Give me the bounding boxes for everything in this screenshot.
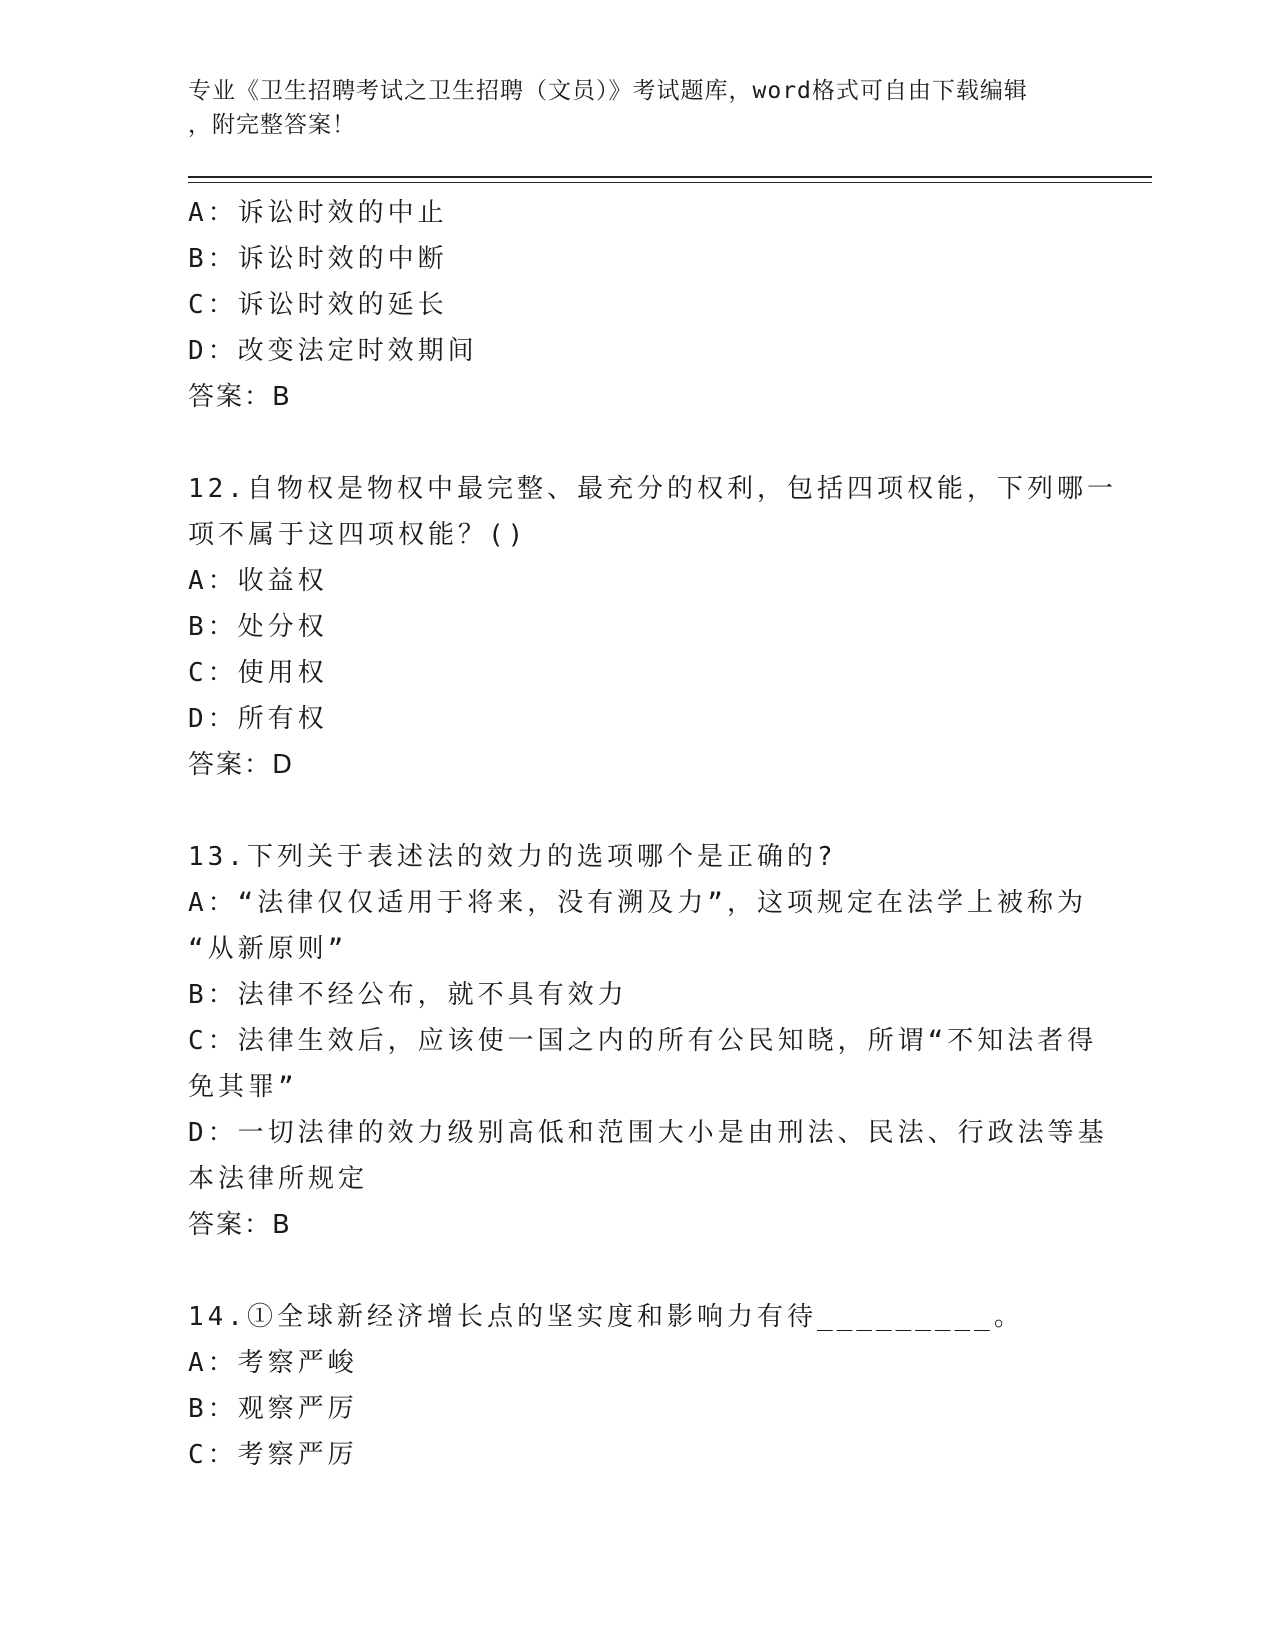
q13-option-a-line-2: “从新原则” xyxy=(188,934,348,964)
spacer xyxy=(188,1248,1088,1294)
header-line-2: ，附完整答案！ xyxy=(188,112,356,138)
header-divider xyxy=(188,176,1152,178)
q11-option-a: A：诉讼时效的中止 xyxy=(188,198,448,228)
q11-option-b: B：诉讼时效的中断 xyxy=(188,244,448,274)
q12-option-c: C：使用权 xyxy=(188,658,328,688)
question-12 xyxy=(188,466,1117,788)
q12-stem-line-1: 12.自物权是物权中最完整、最充分的权利，包括四项权能，下列哪一 xyxy=(188,474,1117,504)
q12-answer: 答案：D xyxy=(188,750,295,780)
q13-option-b: B：法律不经公布，就不具有效力 xyxy=(188,980,628,1010)
question-14 xyxy=(188,1294,1088,1478)
q11-option-d: D：改变法定时效期间 xyxy=(188,336,478,366)
question-list xyxy=(188,190,1117,1478)
q12-stem-line-2: 项不属于这四项权能？() xyxy=(188,520,528,550)
q14-option-a: A：考察严峻 xyxy=(188,1348,358,1378)
q13-option-d-line-1: D：一切法律的效力级别高低和范围大小是由刑法、民法、行政法等基 xyxy=(188,1118,1108,1148)
q12-option-a: A：收益权 xyxy=(188,566,328,596)
q13-option-a-line-1: A：“法律仅仅适用于将来，没有溯及力”，这项规定在法学上被称为 xyxy=(188,888,1087,918)
spacer xyxy=(188,420,1088,466)
q13-answer: 答案：B xyxy=(188,1210,292,1240)
q13-stem: 13.下列关于表述法的效力的选项哪个是正确的? xyxy=(188,842,837,872)
header-divider-thin xyxy=(188,182,1152,183)
document-header xyxy=(188,74,1088,142)
question-13 xyxy=(188,834,1108,1248)
spacer xyxy=(188,788,1088,834)
q11-answer: 答案：B xyxy=(188,382,292,412)
q14-stem: 14.①全球新经济增长点的坚实度和影响力有待_________。 xyxy=(188,1302,1024,1332)
q12-option-d: D：所有权 xyxy=(188,704,328,734)
q12-option-b: B：处分权 xyxy=(188,612,328,642)
header-line-1: 专业《卫生招聘考试之卫生招聘（文员）》考试题库，word格式可自由下载编辑 xyxy=(188,78,1028,104)
q14-option-b: B：观察严厉 xyxy=(188,1394,358,1424)
q13-option-d-line-2: 本法律所规定 xyxy=(188,1164,369,1194)
q13-option-c-line-1: C：法律生效后，应该使一国之内的所有公民知晓，所谓“不知法者得 xyxy=(188,1026,1098,1056)
question-11-options xyxy=(188,190,1088,420)
q14-option-c: C：考察严厉 xyxy=(188,1440,358,1470)
q11-option-c: C：诉讼时效的延长 xyxy=(188,290,448,320)
q13-option-c-line-2: 免其罪” xyxy=(188,1072,298,1102)
